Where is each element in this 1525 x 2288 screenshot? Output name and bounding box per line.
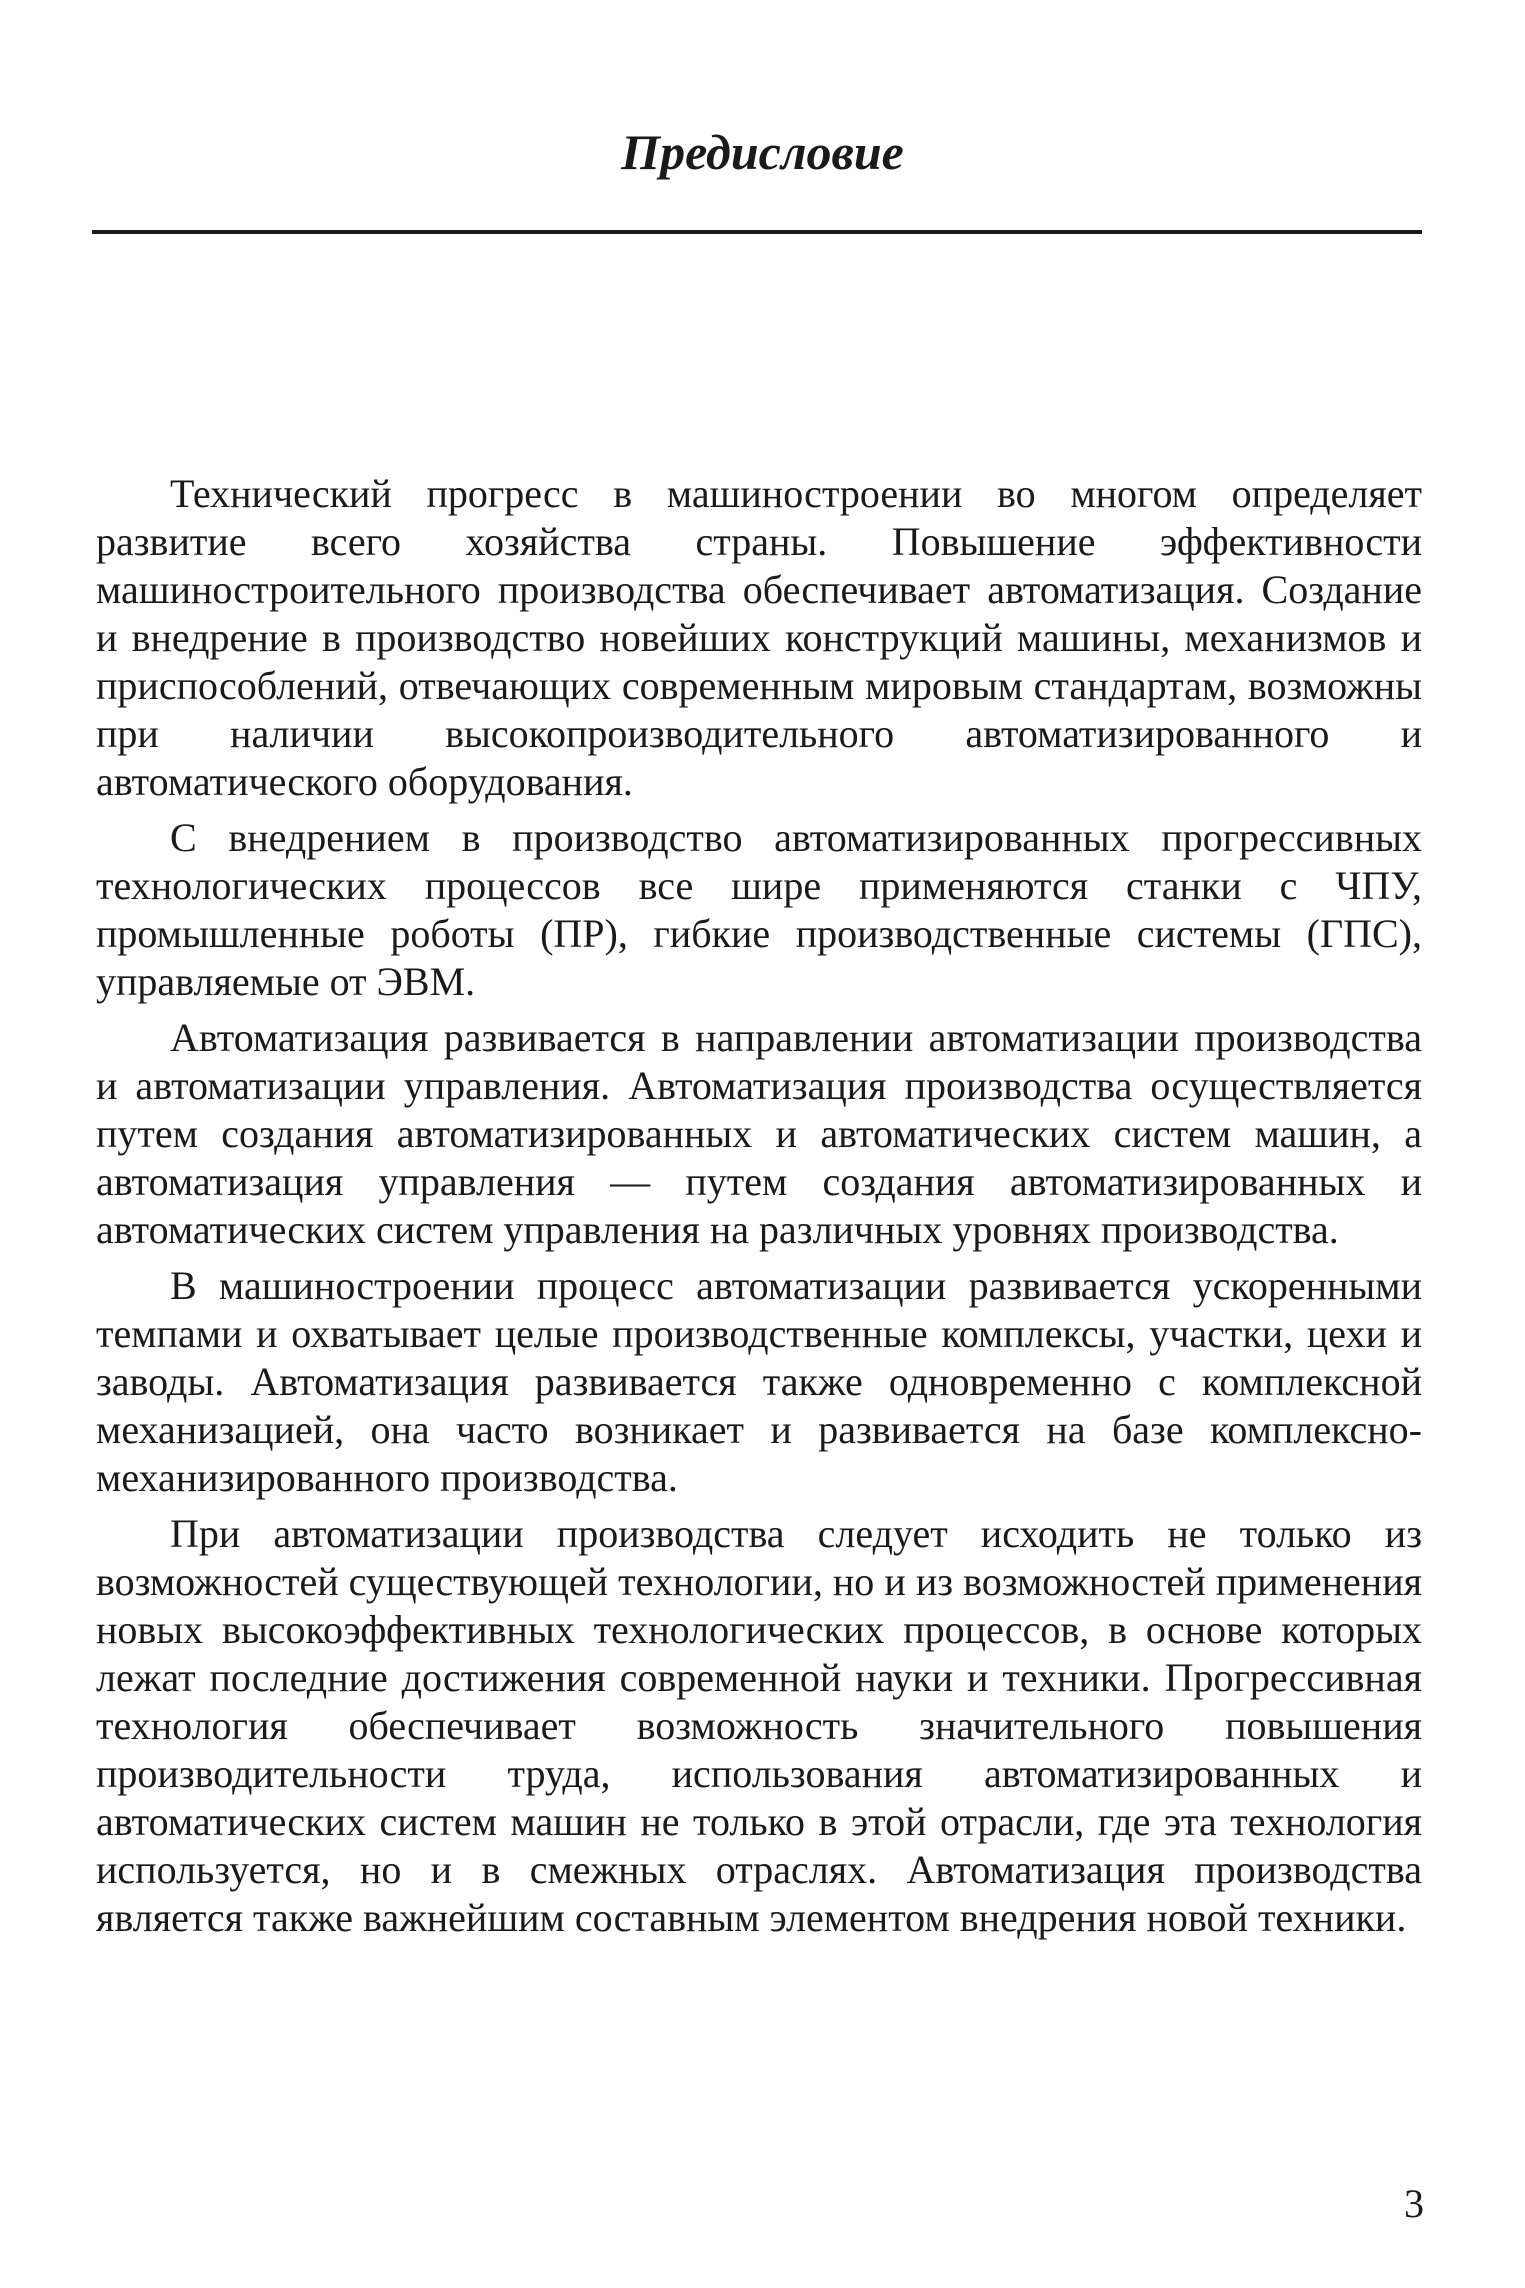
body-text: [96, 470, 1422, 1942]
paragraph-1: Технический прогресс в машиностроении во многом определяет развитие всего хозяйства страны. Повышение эффективности машиностроительного производства обеспечивает автоматизация. Создание и внедрение в производство новейших конструкций машины, механизмов и приспособлений, отвечающих современным мировым стандартам, возможны при наличии высокопроизводительного автоматизированного и автоматического оборудования.: [96, 471, 1422, 804]
paragraph-2: С внедрением в производство автоматизированных прогрессивных технологических процессов все шире применяются станки с ЧПУ, промышленные роботы (ПР), гибкие производственные системы (ГПС), управляемые от ЭВМ.: [96, 815, 1422, 1004]
paragraph-5: При автоматизации производства следует исходить не только из возможностей существующей технологии, но и из возможностей применения новых высокоэффективных технологических процессов, в основе которых лежат последние достижения современной науки и техники. Прогрессивная технология обеспечивает возможность значительного повышения производительности труда, использования автоматизированных и автоматических систем машин не только в этой отрасли, где эта технология используется, но и в смежных отраслях. Автоматизация производства является также важнейшим составным элементом внедрения новой техники.: [96, 1511, 1422, 1940]
page-number: 3: [1404, 2181, 1424, 2226]
title-divider: [92, 230, 1422, 234]
paragraph-3: Автоматизация развивается в направлении автоматизации производства и автоматизации управления. Автоматизация производства осуществляется путем создания автоматизированных и автоматических систем машин, а автоматизация управления — путем создания автоматизированных и автоматических систем управления на различных уровнях производства.: [96, 1015, 1422, 1252]
paragraph-4: В машиностроении процесс автоматизации развивается ускоренными темпами и охватывает целые производственные комплексы, участки, цехи и заводы. Автоматизация развивается также одновременно с комплексной механизацией, она часто возникает и развивается на базе комплексно-механизированного производства.: [96, 1263, 1422, 1500]
page-title: Предисловие: [621, 123, 904, 180]
